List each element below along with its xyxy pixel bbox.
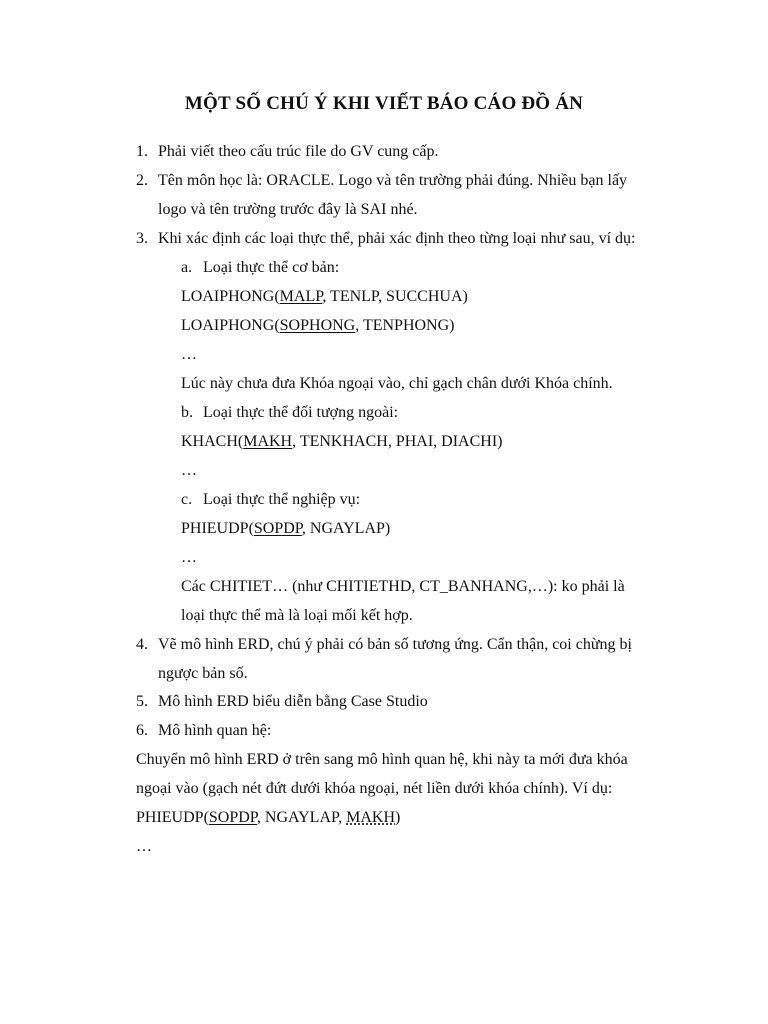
ellipsis: … <box>181 462 197 479</box>
list-item-text: Tên môn học là: ORACLE. Logo và tên trường phải đúng. Nhiều bạn lấy <box>158 172 628 189</box>
relation-attributes: , NGAYLAP) <box>301 520 391 537</box>
sub-item-c <box>181 490 360 510</box>
example-loaiphong-2 <box>181 316 455 336</box>
sub-item-text: Loại thực thể đối tượng ngoài: <box>203 404 399 421</box>
relation-name: KHACH( <box>181 433 244 450</box>
sub-label: a. <box>181 259 193 276</box>
example-loaiphong-1 <box>181 287 468 307</box>
sub-c-note-line-1: Các CHITIET… (như CHITIETHD, CT_BANHANG,…): ko phải là <box>181 578 625 595</box>
sub-item-text: Loại thực thể nghiệp vụ: <box>203 491 361 508</box>
list-item-2-continuation: logo và tên trường trước đây là SAI nhé. <box>158 201 418 218</box>
foreign-key: MAKH <box>346 809 396 826</box>
list-item-6 <box>136 721 271 741</box>
relation-attributes: , NGAYLAP, <box>256 809 347 826</box>
example-phieudp <box>181 519 390 539</box>
sub-label: c. <box>181 491 193 508</box>
relation-name: LOAIPHONG( <box>181 317 280 334</box>
relation-name: PHIEUDP( <box>136 809 209 826</box>
list-item-3 <box>136 229 635 249</box>
ellipsis: … <box>181 549 197 566</box>
document-title: MỘT SỐ CHÚ Ý KHI VIẾT BÁO CÁO ĐỒ ÁN <box>184 93 584 114</box>
sub-item-b <box>181 403 398 423</box>
list-number: 5. <box>136 693 148 710</box>
list-item-text: Phải viết theo cấu trúc file do GV cung cấp. <box>158 143 439 160</box>
relation-attributes: , TENKHACH, PHAI, DIACHI) <box>292 433 503 450</box>
list-item-text: Mô hình ERD biểu diễn bằng Case Studio <box>158 693 428 710</box>
sub-a-note: Lúc này chưa đưa Khóa ngoại vào, chỉ gạch chân dưới Khóa chính. <box>181 375 613 392</box>
list-item-2 <box>136 171 627 191</box>
list-number: 3. <box>136 230 148 247</box>
sub-item-text: Loại thực thể cơ bản: <box>203 259 340 276</box>
primary-key: MAKH <box>243 433 293 450</box>
list-item-1 <box>136 142 439 162</box>
list-item-text: Vẽ mô hình ERD, chú ý phải có bản số tương ứng. Cẩn thận, coi chừng bị <box>158 636 632 653</box>
relation-close: ) <box>395 809 401 826</box>
relation-name: LOAIPHONG( <box>181 288 280 305</box>
list-number: 6. <box>136 722 148 739</box>
list-item-4 <box>136 635 632 655</box>
ellipsis: … <box>181 346 197 363</box>
list-number: 1. <box>136 143 148 160</box>
list-item-5 <box>136 692 428 712</box>
sub-item-a <box>181 258 339 278</box>
primary-key: SOPHONG <box>279 317 356 334</box>
sub-label: b. <box>181 404 193 421</box>
primary-key: SOPDP <box>253 520 302 537</box>
ellipsis: … <box>136 838 152 855</box>
list-item-text: Mô hình quan hệ: <box>158 722 272 739</box>
relation-name: PHIEUDP( <box>181 520 254 537</box>
example-khach <box>181 432 502 452</box>
primary-key: MALP <box>279 288 323 305</box>
list-number: 2. <box>136 172 148 189</box>
relation-attributes: , TENLP, SUCCHUA) <box>322 288 468 305</box>
list-item-4-continuation: ngược bản số. <box>158 665 248 682</box>
closing-line-1: Chuyển mô hình ERD ở trên sang mô hình quan hệ, khi này ta mới đưa khóa <box>136 751 628 768</box>
example-phieudp-relational <box>136 808 400 828</box>
relation-attributes: , TENPHONG) <box>355 317 455 334</box>
closing-line-2: ngoại vào (gạch nét đứt dưới khóa ngoại, nét liền dưới khóa chính). Ví dụ: <box>136 780 613 797</box>
list-item-text: Khi xác định các loại thực thể, phải xác định theo từng loại như sau, ví dụ: <box>158 230 636 247</box>
sub-c-note-line-2: loại thực thể mà là loại mối kết hợp. <box>181 607 413 624</box>
list-number: 4. <box>136 636 148 653</box>
primary-key: SOPDP <box>208 809 257 826</box>
